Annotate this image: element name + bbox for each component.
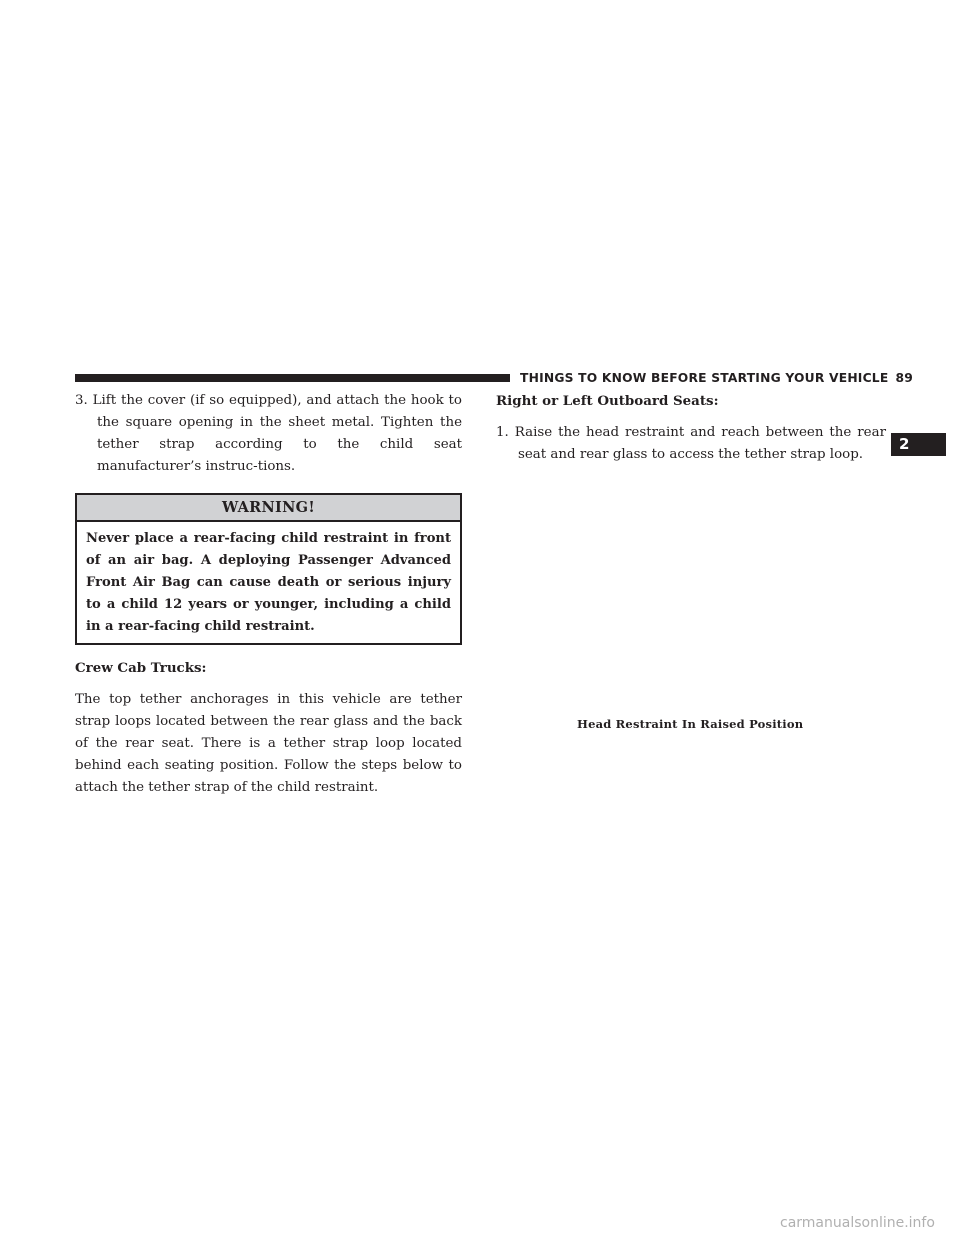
step-1-text: 1. Raise the head restraint and reach between the rear seat and rear glass to access the tether strap loop. (496, 425, 886, 462)
crew-cab-text: The top tether anchorages in this vehicle are tether strap loops located between the rear glass and the back of the rear seat. There is a tether strap loop located behind each seating position. Follow the steps below to attach the tether strap of the child restraint. (75, 692, 462, 795)
outboard-seats-heading: Right or Left Outboard Seats: (496, 393, 719, 409)
section-title: THINGS TO KNOW BEFORE STARTING YOUR VEHICLE (520, 371, 889, 385)
warning-title: WARNING! (77, 495, 460, 522)
left-column (75, 390, 462, 799)
warning-box (75, 493, 462, 645)
crew-cab-heading: Crew Cab Trucks: (75, 660, 207, 676)
step-3-text: 3. Lift the cover (if so equipped), and attach the hook to the square opening in the sheet metal. Tighten the tether strap according to the child seat manufacturer’s instruc-tions. (75, 393, 462, 474)
figure-caption: Head Restraint In Raised Position (577, 717, 804, 731)
right-column (496, 390, 886, 466)
chapter-tab[interactable]: 2 (891, 433, 946, 456)
running-header (520, 370, 913, 386)
header-rule (75, 374, 510, 382)
watermark-link[interactable]: carmanualsonline.info (780, 1215, 935, 1231)
page-number: 89 (895, 371, 913, 385)
warning-body: Never place a rear-facing child restraint in front of an air bag. A deploying Passenger Advanced Front Air Bag can cause death or serious injury to a child 12 years or younger, including a child in a rear-facing child restraint. (86, 531, 451, 634)
